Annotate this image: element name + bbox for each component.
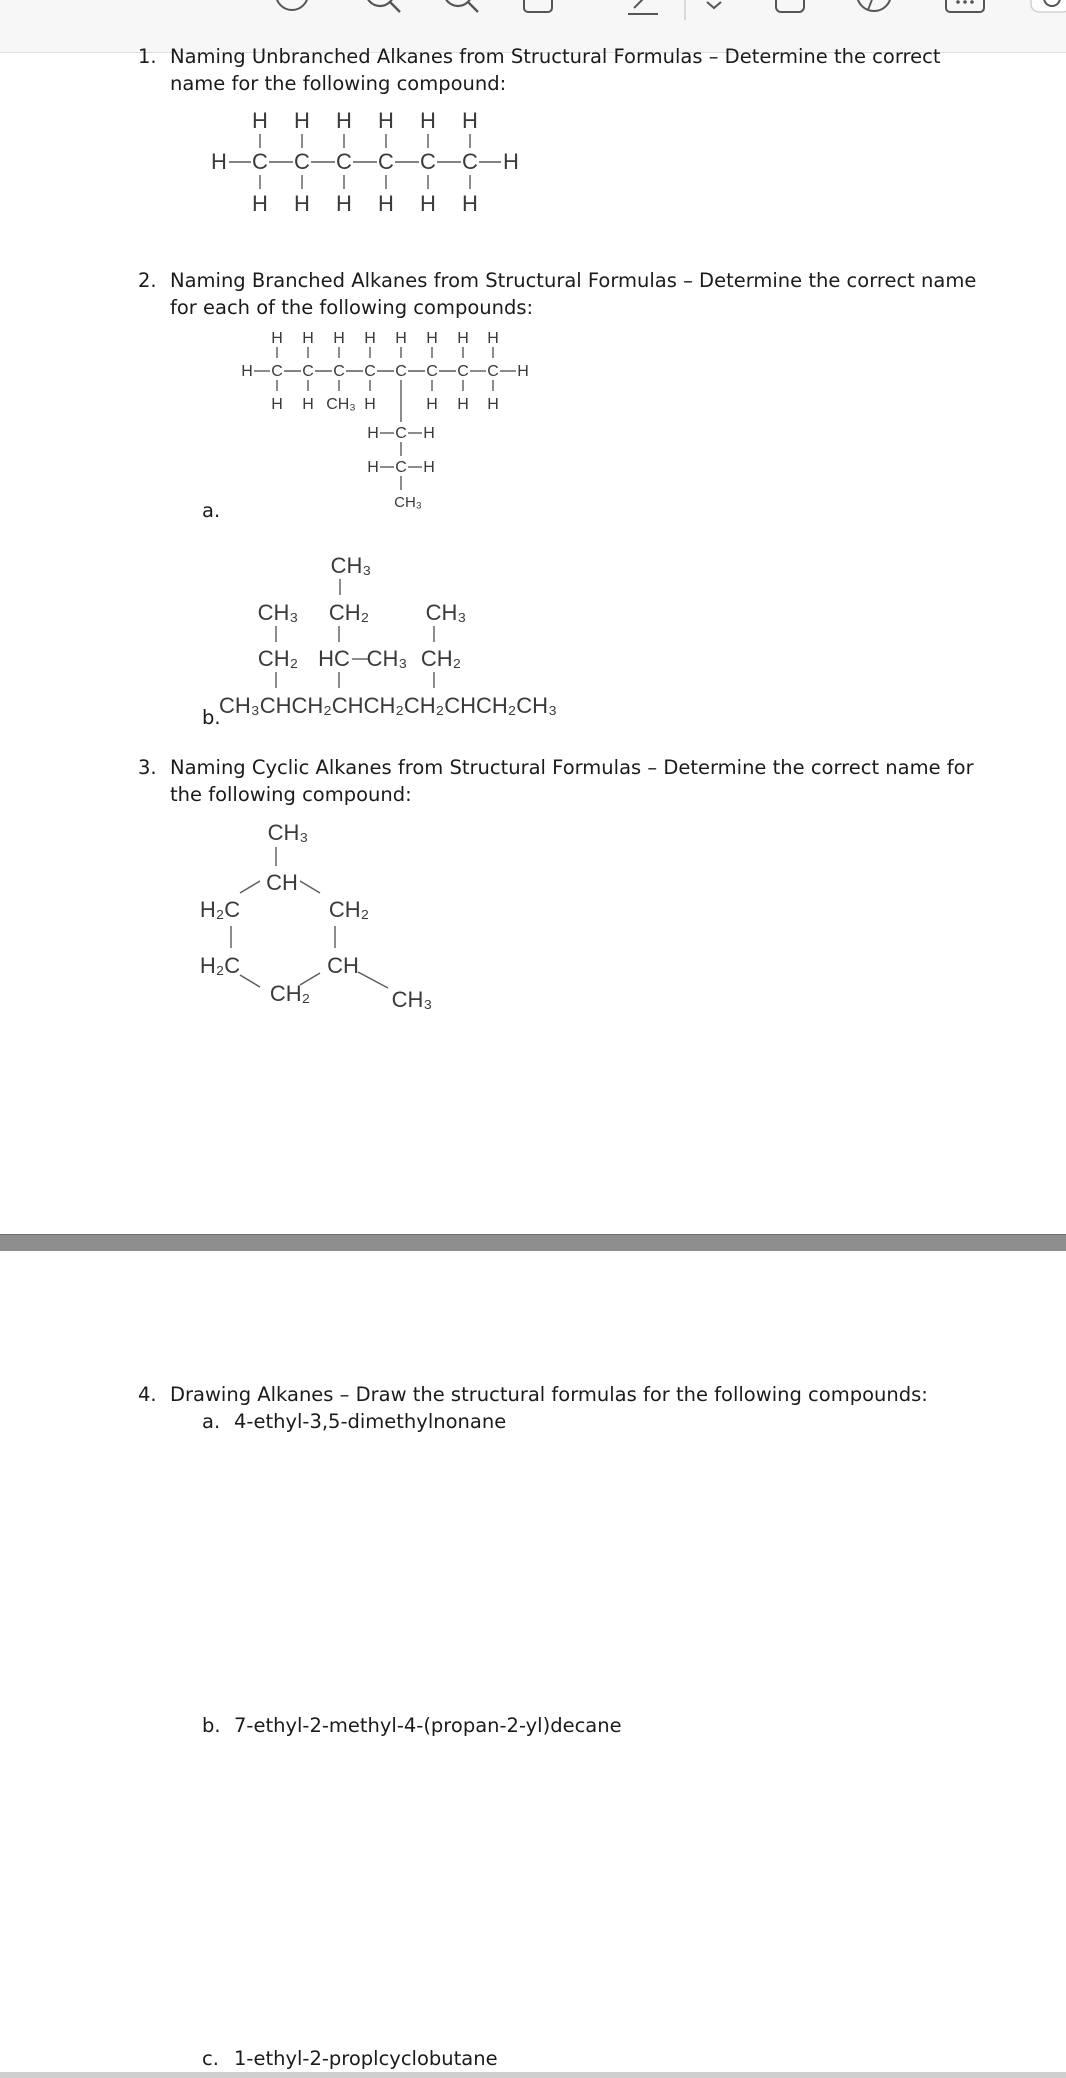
carbon-label: C <box>457 363 469 380</box>
hydrogen-label: H <box>367 459 379 476</box>
carbon-label: C <box>252 149 268 174</box>
hydrogen-label: H <box>457 330 469 347</box>
search-icon[interactable] <box>440 0 480 14</box>
page-divider <box>0 1234 1066 1252</box>
q2-heading-cont: for each of the following compounds: <box>170 296 534 319</box>
methylene-label: H₂C <box>199 897 241 922</box>
hydrogen-label: H <box>211 149 227 174</box>
carbon-label: C <box>395 459 407 476</box>
page-icon[interactable] <box>522 0 556 16</box>
hydrogen-label: H <box>241 363 253 380</box>
hydrogen-label: H <box>336 191 352 216</box>
q1-heading-cont: name for the following compound: <box>170 72 507 95</box>
zoom-out-icon[interactable] <box>362 0 402 14</box>
q4-b-label: b. <box>202 1714 221 1737</box>
hydrogen-label: H <box>302 396 314 413</box>
hydrogen-label: H <box>423 425 435 442</box>
methylene-label: CH₂ <box>328 897 370 922</box>
q3-structure <box>192 815 452 1025</box>
carbon-label: C <box>426 363 438 380</box>
methine-label: CH <box>327 953 359 978</box>
carbon-label: C <box>333 363 345 380</box>
methine-label: CH <box>266 870 298 895</box>
hydrogen-label: H <box>252 108 268 133</box>
q4-b-text: 7-ethyl-2-methyl-4-(propan-2-yl)decane <box>234 1714 622 1737</box>
hydrogen-label: H <box>487 396 499 413</box>
hydrogen-label: H <box>420 191 436 216</box>
q2-a-label: a. <box>202 499 221 522</box>
hydrogen-label: H <box>395 330 407 347</box>
bond-line <box>240 975 260 987</box>
methyl-label: CH₃ <box>257 600 299 625</box>
q3-number: 3. <box>138 756 157 779</box>
carbon-label: C <box>336 149 352 174</box>
bond-line <box>240 881 260 893</box>
hydrogen-label: H <box>294 191 310 216</box>
hydrogen-label: H <box>423 459 435 476</box>
carbon-label: C <box>395 363 407 380</box>
separator <box>684 0 688 20</box>
hydrogen-label: H <box>462 108 478 133</box>
q1-number: 1. <box>138 45 157 68</box>
carbon-label: C <box>395 425 407 442</box>
q2a-structure <box>238 323 538 518</box>
bond-line <box>300 881 320 893</box>
main-chain-label: CH₃CHCH₂CHCH₂CH₂CHCH₂CH₃ <box>218 693 558 718</box>
q4-heading: Drawing Alkanes – Draw the structural formulas for the following compounds: <box>170 1383 928 1406</box>
methyl-label: CH₃ <box>391 987 433 1012</box>
carbon-label: C <box>378 149 394 174</box>
hydrogen-label: H <box>271 396 283 413</box>
hydrogen-label: H <box>503 149 519 174</box>
more-icon[interactable] <box>944 0 988 18</box>
q4-c-text: 1-ethyl-2-proplcyclobutane <box>234 2047 498 2070</box>
q4-a-label: a. <box>202 1410 221 1433</box>
hydrogen-label: H <box>426 396 438 413</box>
hydrogen-label: H <box>252 191 268 216</box>
hydrogen-label: H <box>336 108 352 133</box>
carbon-label: C <box>302 363 314 380</box>
sign-icon[interactable] <box>854 0 894 18</box>
search-field-icon[interactable] <box>1030 0 1066 18</box>
methyl-label: CH₃ <box>366 646 408 671</box>
markup-pen-icon[interactable] <box>624 0 664 18</box>
hydrogen-label: H <box>426 330 438 347</box>
hydrogen-label: H <box>333 330 345 347</box>
hydrogen-label: H <box>420 108 436 133</box>
page-bottom-edge <box>0 2072 1066 2078</box>
hydrogen-label: H <box>457 396 469 413</box>
q1-structure <box>205 105 525 230</box>
q4-c-label: c. <box>202 2047 219 2070</box>
methyl-label: CH₃ <box>326 396 356 413</box>
carbon-label: C <box>487 363 499 380</box>
methylene-label: CH₂ <box>269 981 311 1006</box>
hydrogen-label: H <box>294 108 310 133</box>
q2b-structure <box>218 550 558 725</box>
methylene-label: H₂C <box>199 953 241 978</box>
hydrogen-label: H <box>378 191 394 216</box>
q3-heading-cont: the following compound: <box>170 783 412 806</box>
carbon-label: C <box>271 363 283 380</box>
methylene-label: CH₂ <box>328 600 370 625</box>
carbon-label: C <box>364 363 376 380</box>
hydrogen-label: H <box>271 330 283 347</box>
chevron-down-icon[interactable] <box>704 0 724 14</box>
q2-number: 2. <box>138 269 157 292</box>
hydrogen-label: H <box>487 330 499 347</box>
hydrogen-label: H <box>367 425 379 442</box>
methyl-label: CH₃ <box>330 553 372 578</box>
hydrogen-label: H <box>517 363 529 380</box>
rotate-icon[interactable] <box>774 0 810 18</box>
q4-a-text: 4-ethyl-3,5-dimethylnonane <box>234 1410 507 1433</box>
carbon-label: C <box>462 149 478 174</box>
hydrogen-label: H <box>364 330 376 347</box>
info-icon[interactable] <box>272 0 312 14</box>
bond-line <box>358 972 388 988</box>
hydrogen-label: H <box>462 191 478 216</box>
hydrogen-label: H <box>364 396 376 413</box>
carbon-label: C <box>420 149 436 174</box>
carbon-label: C <box>294 149 310 174</box>
q3-heading: Naming Cyclic Alkanes from Structural Formulas – Determine the correct name for <box>170 756 974 779</box>
methine-label: HC <box>318 646 350 671</box>
q4-number: 4. <box>138 1383 157 1406</box>
methyl-label: CH₃ <box>267 820 309 845</box>
q1-heading: Naming Unbranched Alkanes from Structural Formulas – Determine the correct <box>170 45 941 68</box>
q2-b-label: b. <box>202 706 221 729</box>
hydrogen-label: H <box>378 108 394 133</box>
document-page-2 <box>0 1251 1066 2078</box>
methylene-label: CH₂ <box>420 646 462 671</box>
methyl-label: CH₃ <box>394 494 422 511</box>
methyl-label: CH₃ <box>425 600 467 625</box>
q2-heading: Naming Branched Alkanes from Structural Formulas – Determine the correct name <box>170 269 977 292</box>
methylene-label: CH₂ <box>257 646 299 671</box>
hydrogen-label: H <box>302 330 314 347</box>
